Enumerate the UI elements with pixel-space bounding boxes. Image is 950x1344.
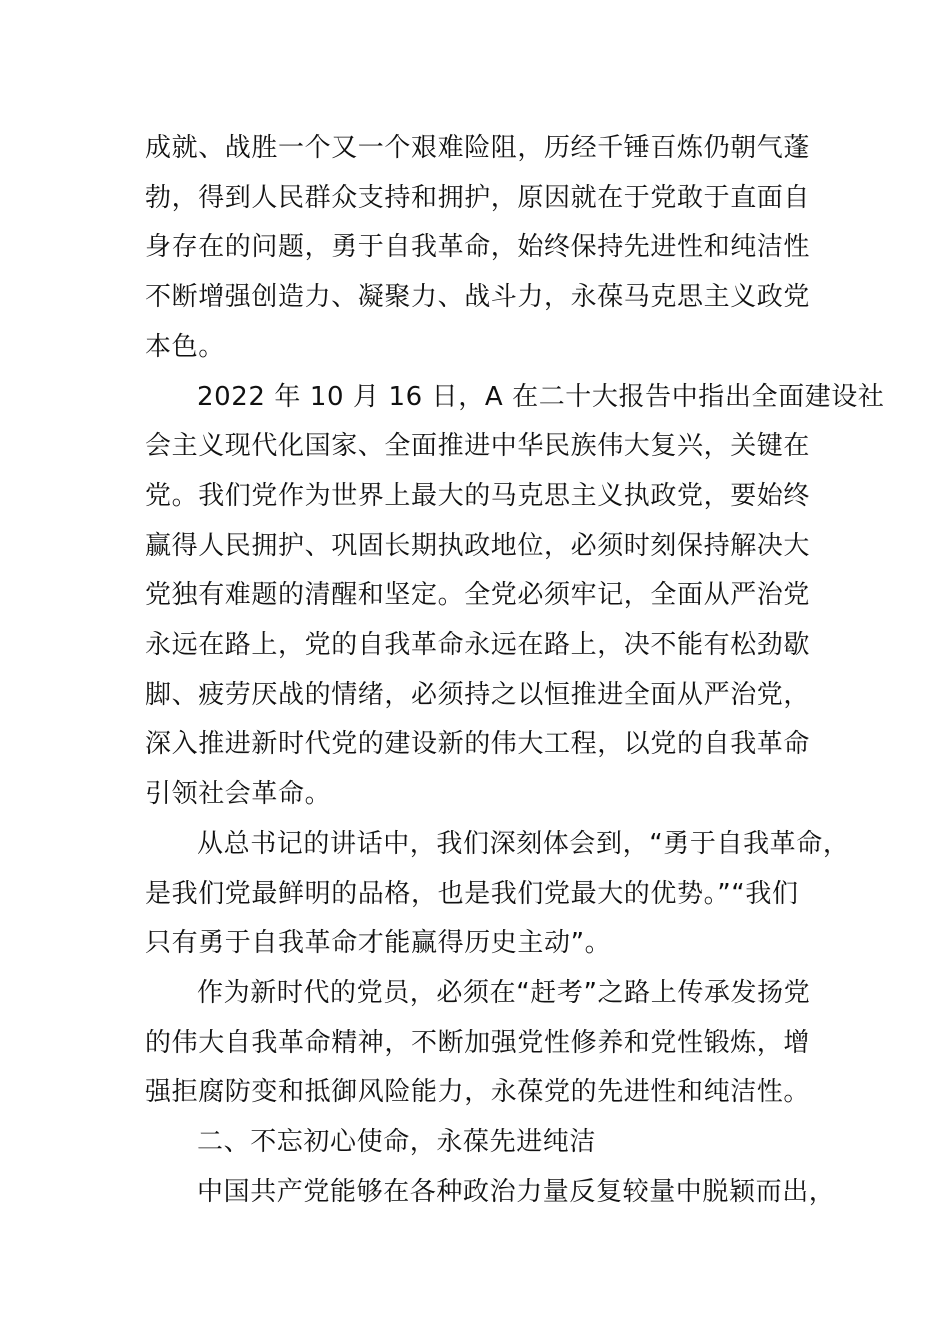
text-line: 不断增强创造力、凝聚力、战斗力，永葆马克思主义政党 [145, 282, 811, 313]
section-heading [145, 1118, 835, 1168]
text-line: 二、不忘初心使命，永葆先进纯洁 [197, 1127, 597, 1158]
text-line: 党独有难题的清醒和坚定。全党必须牢记，全面从严治党 [145, 580, 811, 611]
text-line: 引领社会革命。 [145, 779, 332, 810]
text-line: 脚、疲劳厌战的情绪，必须持之以恒推进全面从严治党， [145, 679, 811, 710]
text-line: 从总书记的讲话中，我们深刻体会到，“勇于自我革命， [197, 828, 850, 859]
text-line: 成就、战胜一个又一个艰难险阻，历经千锤百炼仍朝气蓬 [145, 133, 811, 163]
text-line: 身存在的问题，勇于自我革命，始终保持先进性和纯洁性 [145, 232, 811, 263]
text-line: 只有勇于自我革命才能赢得历史主动”。 [145, 928, 612, 959]
text-line: 强拒腐防变和抵御风险能力，永葆党的先进性和纯洁性。 [145, 1077, 811, 1108]
text-line: 深入推进新时代党的建设新的伟大工程，以党的自我革命 [145, 729, 811, 760]
text-line: 2022 年 10 月 16 日，A 在二十大报告中指出全面建设社 [197, 381, 885, 412]
text-line: 的伟大自我革命精神，不断加强党性修养和党性锻炼，增 [145, 1027, 811, 1058]
text-line: 勃，得到人民群众支持和拥护，原因就在于党敢于直面自 [145, 182, 811, 213]
text-line: 是我们党最鲜明的品格，也是我们党最大的优势。”“我们 [145, 878, 799, 909]
text-line: 赢得人民拥护、巩固长期执政地位，必须时刻保持解决大 [145, 530, 811, 561]
text-line: 作为新时代的党员，必须在“赶考”之路上传承发扬党 [197, 977, 811, 1008]
paragraph-3 [145, 820, 850, 969]
paragraph-5 [145, 1168, 835, 1218]
text-line: 党。我们党作为世界上最大的马克思主义执政党，要始终 [145, 480, 811, 511]
paragraph-4 [145, 969, 835, 1118]
paragraph-2 [145, 373, 885, 820]
text-line: 永远在路上，党的自我革命永远在路上，决不能有松劲歇 [145, 630, 811, 661]
paragraph-1 [145, 124, 835, 373]
text-line: 会主义现代化国家、全面推进中华民族伟大复兴，关键在 [145, 431, 811, 462]
text-line: 中国共产党能够在各种政治力量反复较量中脱颖而出， [197, 1176, 836, 1207]
document-body [145, 124, 885, 1217]
text-line: 本色。 [145, 331, 225, 362]
